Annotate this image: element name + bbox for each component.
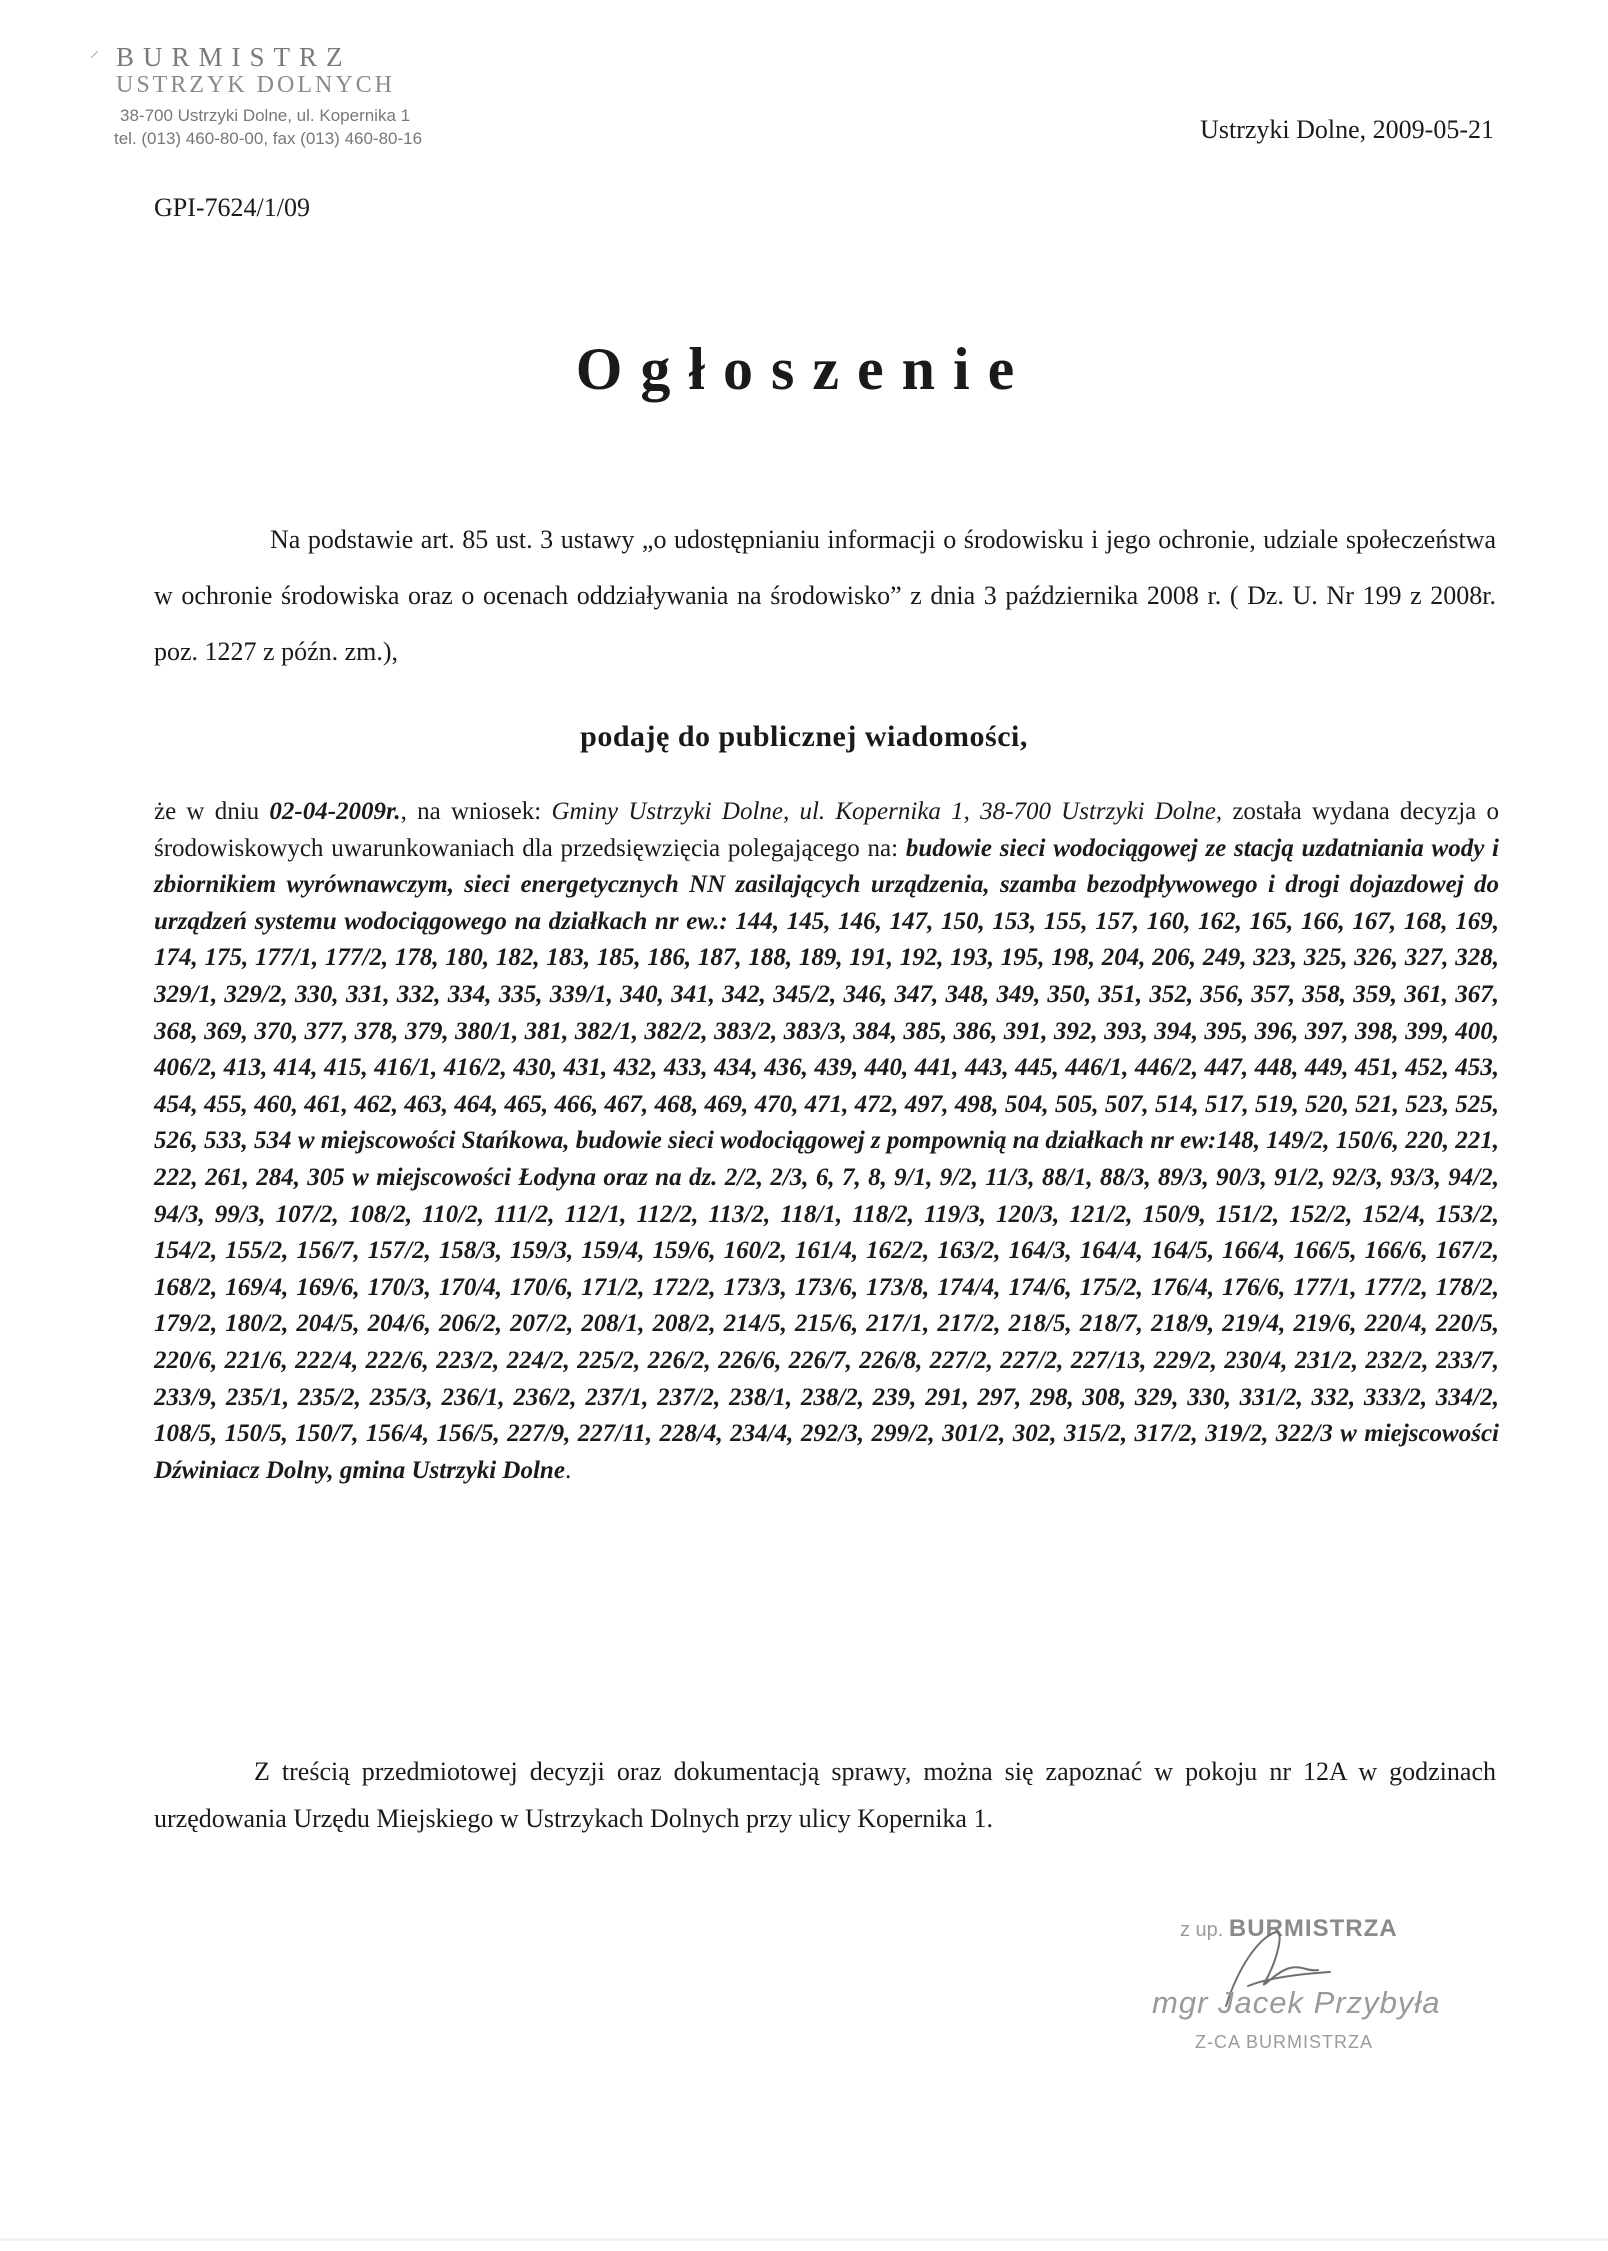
legal-basis-paragraph: Na podstawie art. 85 ust. 3 ustawy „o udostępnianiu informacji o środowisku i jego ochronie, udziale społeczeństwa w ochronie środowiska oraz o ocenach oddziaływania na środowisko” z dnia 3 października 2008 r. ( Dz. U. Nr 199 z 2008r. poz. 1227 z późn. zm.), [154, 525, 1496, 666]
decision-mid: , na wniosek: [400, 798, 552, 825]
applicant: Gminy Ustrzyki Dolne, ul. Kopernika 1, 38-700 Ustrzyki Dolne [551, 798, 1216, 825]
reference-number: GPI-7624/1/09 [154, 193, 310, 222]
letterhead-address: 38-700 Ustrzyki Dolne, ul. Kopernika 1 [120, 106, 411, 125]
place-and-date: Ustrzyki Dolne, 2009-05-21 [1200, 115, 1494, 144]
scan-edge-line [0, 2238, 1608, 2241]
signature-authority-title: BURMISTRZA [1228, 1915, 1398, 1942]
letterhead-stamp [90, 42, 423, 150]
project-description: budowie sieci wodociągowej ze stacją uzdatniania wody i zbiornikiem wyrównawczym, sieci energetycznych NN zasilających urządzenia, szamba bezodpływowego i drogi dojazdowej do urządzeń systemu wodociągowego na działkach nr ew.: 144, 145, 146, 147, 150, 153, 155, 157, 160, 162, 165, 166, 167, 168, 169, 174, 175, 177/1, 177/2, 178, 180, 182, 183, 185, 186, 187, 188, 189, 191, 192, 193, 195, 198, 204, 206, 249, 323, 325, 326, 327, 328, 329/1, 329/2, 330, 331, 332, 334, 335, 339/1, 340, 341, 342, 345/2, 346, 347, 348, 349, 350, 351, 352, 356, 357, 358, 359, 361, 367, 368, 369, 370, 377, 378, 379, 380/1, 381, 382/1, 382/2, 383/2, 383/3, 384, 385, 386, 391, 392, 393, 394, 395, 396, 397, 398, 399, 400, 406/2, 413, 414, 415, 416/1, 416/2, 430, 431, 432, 433, 434, 436, 439, 440, 441, 443, 445, 446/1, 446/2, 447, 448, 449, 451, 452, 453, 454, 455, 460, 461, 462, 463, 464, 465, 466, 467, 468, 469, 470, 471, 472, 497, 498, 504, 505, 507, 514, 517, 519, 520, 521, 523, 525, 526, 533, 534 w miejscowości Stańkowa, budowie sieci wodociągowej z pompownią na działkach nr ew:148, 149/2, 150/6, 220, 221, 222, 261, 284, 305 w miejscowości Łodyna oraz na dz. 2/2, 2/3, 6, 7, 8, 9/1, 9/2, 11/3, 88/1, 88/3, 89/3, 90/3, 91/2, 92/3, 93/3, 94/2, 94/3, 99/3, 107/2, 108/2, 110/2, 111/2, 112/1, 112/2, 113/2, 118/1, 118/2, 119/3, 120/3, 121/2, 150/9, 151/2, 152/2, 152/4, 153/2, 154/2, 155/2, 156/7, 157/2, 158/3, 159/3, 159/4, 159/6, 160/2, 161/4, 162/2, 163/2, 164/3, 164/4, 164/5, 166/4, 166/5, 166/6, 167/2, 168/2, 169/4, 169/6, 170/3, 170/4, 170/6, 171/2, 172/2, 173/3, 173/6, 173/8, 174/4, 174/6, 175/2, 176/4, 176/6, 177/1, 177/2, 178/2, 179/2, 180/2, 204/5, 204/6, 206/2, 207/2, 208/1, 208/2, 214/5, 215/6, 217/1, 217/2, 218/5, 218/7, 218/9, 219/4, 219/6, 220/4, 220/5, 220/6, 221/6, 222/4, 222/6, 223/2, 224/2, 225/2, 226/2, 226/6, 226/7, 226/8, 227/2, 227/2, 227/13, 229/2, 230/4, 231/2, 232/2, 233/7, 233/9, 235/1, 235/2, 235/3, 236/1, 236/2, 237/1, 237/2, 238/1, 238/2, 239, 291, 297, 298, 308, 329, 330, 331/2, 332, 333/2, 334/2, 108/5, 150/5, 150/7, 156/4, 156/5, 227/9, 227/11, 228/4, 234/4, 292/3, 299/2, 301/2, 302, 315/2, 317/2, 319/2, 322/3 w miejscowości Dźwiniacz Dolny, gmina Ustrzyki Dolne [154, 834, 1499, 1484]
scan-mark: ⸍ [90, 48, 99, 68]
letterhead-phone: tel. (013) 460-80-00, fax (013) 460-80-16 [114, 129, 423, 148]
signatory-name: mgr Jacek Przybyła [1152, 1985, 1441, 2020]
decision-end: . [564, 1456, 572, 1484]
decision-prefix: że w dniu [154, 798, 270, 825]
decision-paragraph [154, 794, 1499, 1489]
announcement-subheading: podaję do publicznej wiadomości, [580, 720, 1028, 753]
letterhead-office: BURMISTRZ [116, 42, 352, 72]
signatory-role: Z-CA BURMISTRZA [1195, 2032, 1374, 2052]
decision-text: , została wydana decyzja o środowiskowych uwarunkowaniach dla przedsięwzięcia polegającego na: [154, 798, 1499, 862]
document-title: Ogłoszenie [575, 336, 1033, 402]
decision-date: 02-04-2009r. [269, 798, 401, 825]
closing-paragraph: Z treścią przedmiotowej decyzji oraz dokumentacją sprawy, można się zapoznać w pokoju nr 12A w godzinach urzędowania Urzędu Miejskiego w Ustrzykach Dolnych przy ulicy Kopernika 1. [154, 1757, 1496, 1833]
letterhead-town: USTRZYK DOLNYCH [116, 72, 395, 98]
signature-authority-prefix: z up. [1180, 1919, 1224, 1941]
